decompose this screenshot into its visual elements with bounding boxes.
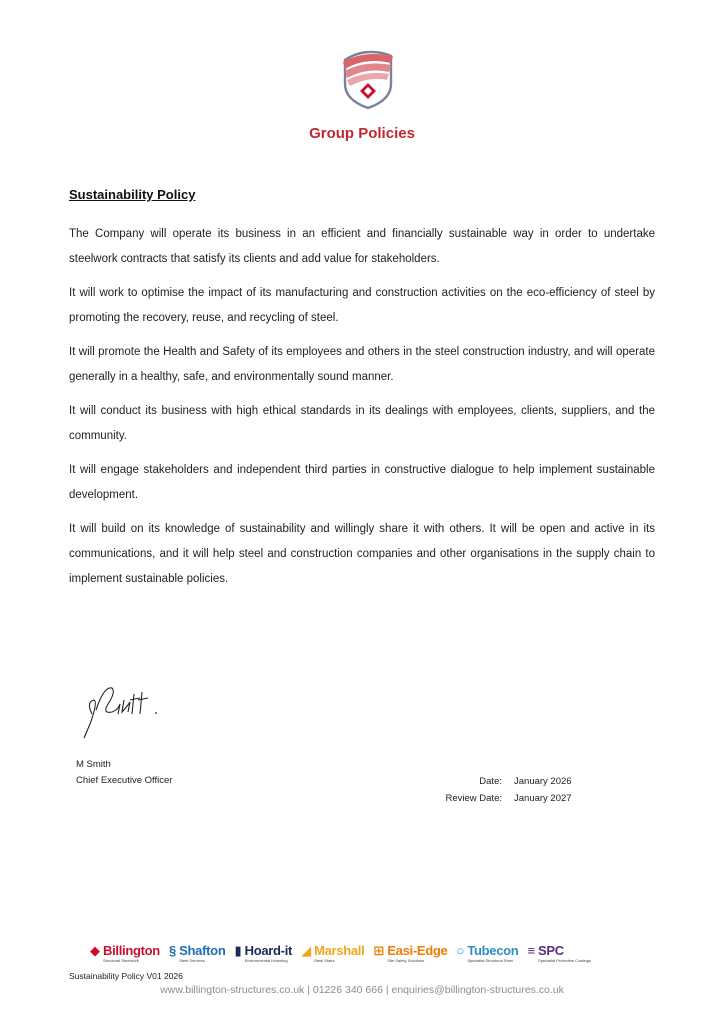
signatory-block [76, 757, 172, 789]
signatory-role: Chief Executive Officer [76, 775, 173, 786]
brand-name: Easi-Edge [387, 943, 448, 958]
policy-paragraph: It will build on its knowledge of sustainability and willingly share it with others. It will be open and active in its communications, and it will help steel and construction companies and other organisations in the supply chain to implement sustainable policies. [69, 523, 655, 585]
brand-name: Tubecon [467, 943, 519, 958]
policy-paragraph: The Company will operate its business in an efficient and financially sustainable way in order to undertake steelwork contracts that satisfy its clients and add value for stakeholders. [69, 228, 655, 265]
diamond-icon: ◆ [90, 943, 100, 958]
brand-tagline: Steel Stairs [314, 958, 335, 963]
date-label: Date: [479, 776, 502, 787]
grid-icon: ⊞ [373, 943, 385, 958]
brand-name: Shafton [179, 943, 226, 958]
brand-name: Billington [103, 943, 160, 958]
stripes-icon: ≡ [527, 943, 536, 958]
policy-paragraph: It will engage stakeholders and independent third parties in constructive dialogue to help implement sustainable development. [69, 464, 655, 501]
review-date-row [420, 790, 572, 807]
brand-logo-hoard-it [234, 944, 292, 963]
brand-logo-spc [527, 944, 591, 963]
brand-logo-billington [90, 944, 160, 963]
brand-logo-easi-edge [373, 944, 447, 963]
brand-name: SPC [538, 943, 564, 958]
company-shield-logo [341, 50, 395, 110]
handwritten-signature [82, 680, 162, 742]
brand-tagline: Structural Steelwork [103, 958, 139, 963]
swirl-icon: § [168, 943, 177, 958]
review-date-value: January 2027 [514, 793, 572, 804]
date-block [420, 773, 572, 807]
contact-details: www.billington-structures.co.uk | 01226 340 666 | enquiries@billington-structures.co.uk [160, 984, 564, 996]
block-icon: ▮ [234, 943, 242, 958]
brand-logo-tubecon [456, 944, 518, 963]
ring-icon: ○ [456, 943, 465, 958]
policy-body [69, 222, 655, 601]
brand-tagline: Environmental Hoarding [244, 958, 288, 963]
page-heading: Group Policies [309, 125, 415, 142]
brand-name: Hoard-it [244, 943, 293, 958]
document-reference: Sustainability Policy V01 2026 [69, 971, 183, 981]
brand-tagline: Site Safety Solutions [387, 958, 425, 963]
brand-logo-shafton [169, 944, 226, 963]
group-brands-strip [90, 944, 591, 963]
brand-name: Marshall [314, 943, 365, 958]
brand-tagline: Specialist Structural Steel [467, 958, 513, 963]
brand-tagline: Specialist Protective Coatings [538, 958, 591, 963]
review-date-label: Review Date: [445, 793, 502, 804]
brand-logo-marshall [301, 944, 364, 963]
brand-tagline: Steel Services [179, 958, 205, 963]
policy-title: Sustainability Policy [69, 187, 196, 202]
stairs-icon: ◢ [301, 943, 312, 958]
policy-paragraph: It will promote the Health and Safety of its employees and others in the steel construction industry, and will operate generally in a healthy, safe, and environmentally sound manner. [69, 346, 655, 383]
signatory-name: M Smith [76, 759, 111, 770]
policy-paragraph: It will work to optimise the impact of its manufacturing and construction activities on the eco-efficiency of steel by promoting the recovery, reuse, and recycling of steel. [69, 287, 655, 324]
date-value: January 2026 [514, 776, 572, 787]
issue-date-row [420, 773, 572, 790]
policy-paragraph: It will conduct its business with high ethical standards in its dealings with employees, clients, suppliers, and the community. [69, 405, 655, 442]
